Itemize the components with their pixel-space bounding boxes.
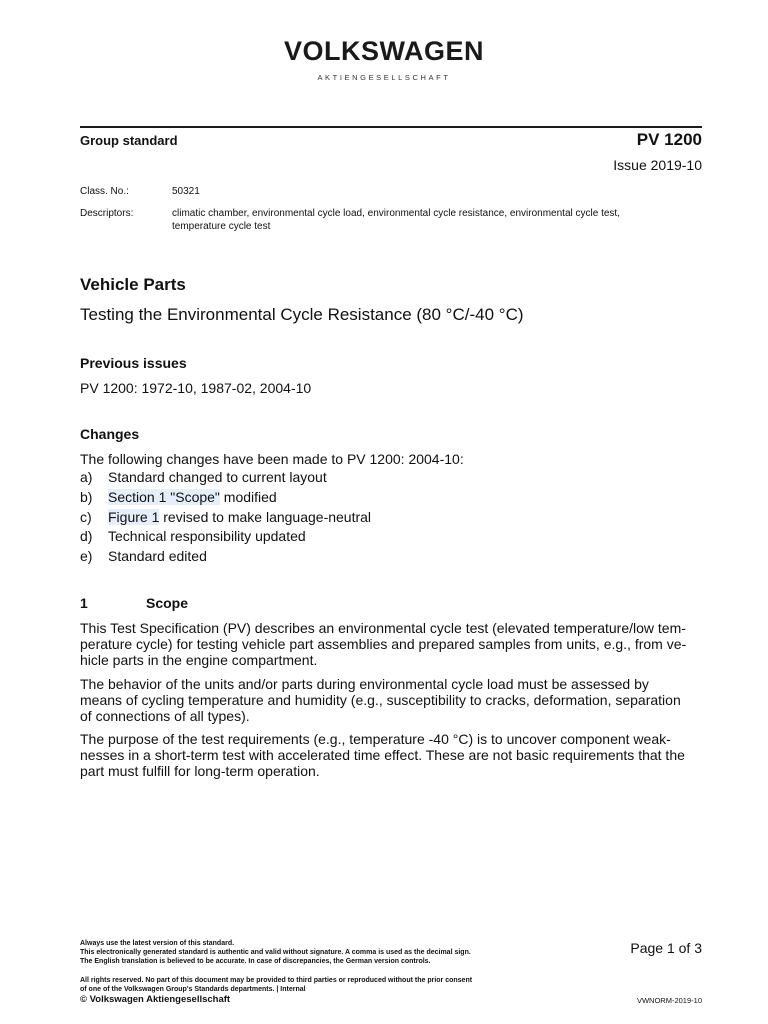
footer-note: All rights reserved. No part of this document may be provided to third parties or reproduced without the prior consent bbox=[80, 977, 473, 984]
list-item-text bbox=[108, 488, 277, 508]
text-line: part must fulfill for long-term operation. bbox=[80, 763, 320, 779]
descriptors-line-1: climatic chamber, environmental cycle load, environmental cycle resistance, environmental cycle test, bbox=[172, 208, 620, 219]
page-number: Page 1 of 3 bbox=[630, 940, 702, 956]
scope-paragraph-3 bbox=[80, 731, 702, 779]
footer-note: of one of the Volkswagen Group's Standards departments. | Internal bbox=[80, 986, 306, 993]
previous-issues-text: PV 1200: 1972-10, 1987-02, 2004-10 bbox=[80, 380, 312, 396]
scope-paragraph-1 bbox=[80, 620, 702, 668]
list-item bbox=[80, 488, 702, 508]
scope-section-number: 1 bbox=[80, 595, 88, 611]
list-item-text: Technical responsibility updated bbox=[108, 528, 306, 545]
changes-intro: The following changes have been made to PV 1200: 2004-10: bbox=[80, 451, 464, 467]
footer-note: This electronically generated standard is authentic and valid without signature. A comma is used as the decimal sign. bbox=[80, 949, 471, 956]
text-line: of connections of all types). bbox=[80, 708, 250, 724]
document-code: VWNORM-2019-10 bbox=[636, 996, 702, 1005]
list-item-key: e) bbox=[80, 548, 93, 565]
footer-note: The English translation is believed to be accurate. In case of discrepancies, the German version controls. bbox=[80, 958, 431, 965]
issue-date: Issue 2019-10 bbox=[613, 157, 702, 173]
document-title: Vehicle Parts bbox=[80, 275, 186, 294]
previous-issues-heading: Previous issues bbox=[80, 355, 187, 371]
text-line: means of cycling temperature and humidity (e.g., susceptibility to cracks, deformation, separation bbox=[80, 692, 681, 708]
list-item bbox=[80, 547, 702, 567]
list-item-text: Standard changed to current layout bbox=[108, 469, 327, 485]
scope-paragraph-2 bbox=[80, 676, 702, 724]
changes-heading: Changes bbox=[80, 426, 140, 442]
scope-heading: Scope bbox=[146, 595, 189, 611]
text-line: The behavior of the units and/or parts during environmental cycle load must be assessed by bbox=[80, 676, 649, 692]
changes-list bbox=[80, 468, 702, 567]
list-item-key: a) bbox=[80, 469, 93, 485]
footer-notes-top bbox=[80, 939, 471, 966]
list-item-text bbox=[108, 508, 371, 528]
copyright: © Volkswagen Aktiengesellschaft bbox=[80, 994, 231, 1005]
list-item-rest: modified bbox=[219, 488, 277, 505]
company-logo: VOLKSWAGEN bbox=[283, 36, 484, 66]
company-logo-subtitle: AKTIENGESELLSCHAFT bbox=[317, 73, 451, 82]
list-item-text: Standard edited bbox=[108, 548, 207, 565]
text-line: nesses in a short-term test with accelerated time effect. These are not basic requirements that the bbox=[80, 747, 685, 763]
group-standard-label: Group standard bbox=[80, 133, 178, 148]
footer-notes-bottom bbox=[80, 976, 472, 994]
text-line: This Test Specification (PV) describes an environmental cycle test (elevated temperature/low tem- bbox=[80, 620, 686, 636]
text-line: The purpose of the test requirements (e.g., temperature -40 °C) is to uncover component weak- bbox=[80, 731, 671, 747]
descriptors-label: Descriptors: bbox=[80, 208, 134, 219]
section-1-scope-link[interactable]: Section 1 "Scope" bbox=[108, 488, 220, 505]
list-item bbox=[80, 508, 702, 528]
text-line: perature cycle) for testing vehicle part assemblies and prepared samples from units, e.g., from ve- bbox=[80, 636, 687, 652]
list-item-key: c) bbox=[80, 508, 92, 525]
header-rule bbox=[80, 126, 702, 128]
descriptors-line-2: temperature cycle test bbox=[172, 221, 271, 232]
footer-note: Always use the latest version of this standard. bbox=[80, 940, 235, 947]
figure-1-link[interactable]: Figure 1 bbox=[108, 508, 160, 525]
list-item-key: d) bbox=[80, 528, 93, 545]
document-subtitle: Testing the Environmental Cycle Resistance (80 °C/-40 °C) bbox=[80, 305, 524, 324]
list-item-key: b) bbox=[80, 488, 93, 505]
list-item bbox=[80, 468, 702, 488]
text-line: hicle parts in the engine compartment. bbox=[80, 652, 318, 668]
list-item-rest: revised to make language-neutral bbox=[159, 508, 372, 525]
class-number-label: Class. No.: bbox=[80, 186, 129, 197]
class-number-value: 50321 bbox=[172, 186, 200, 197]
standard-id: PV 1200 bbox=[636, 130, 702, 149]
list-item bbox=[80, 527, 702, 547]
